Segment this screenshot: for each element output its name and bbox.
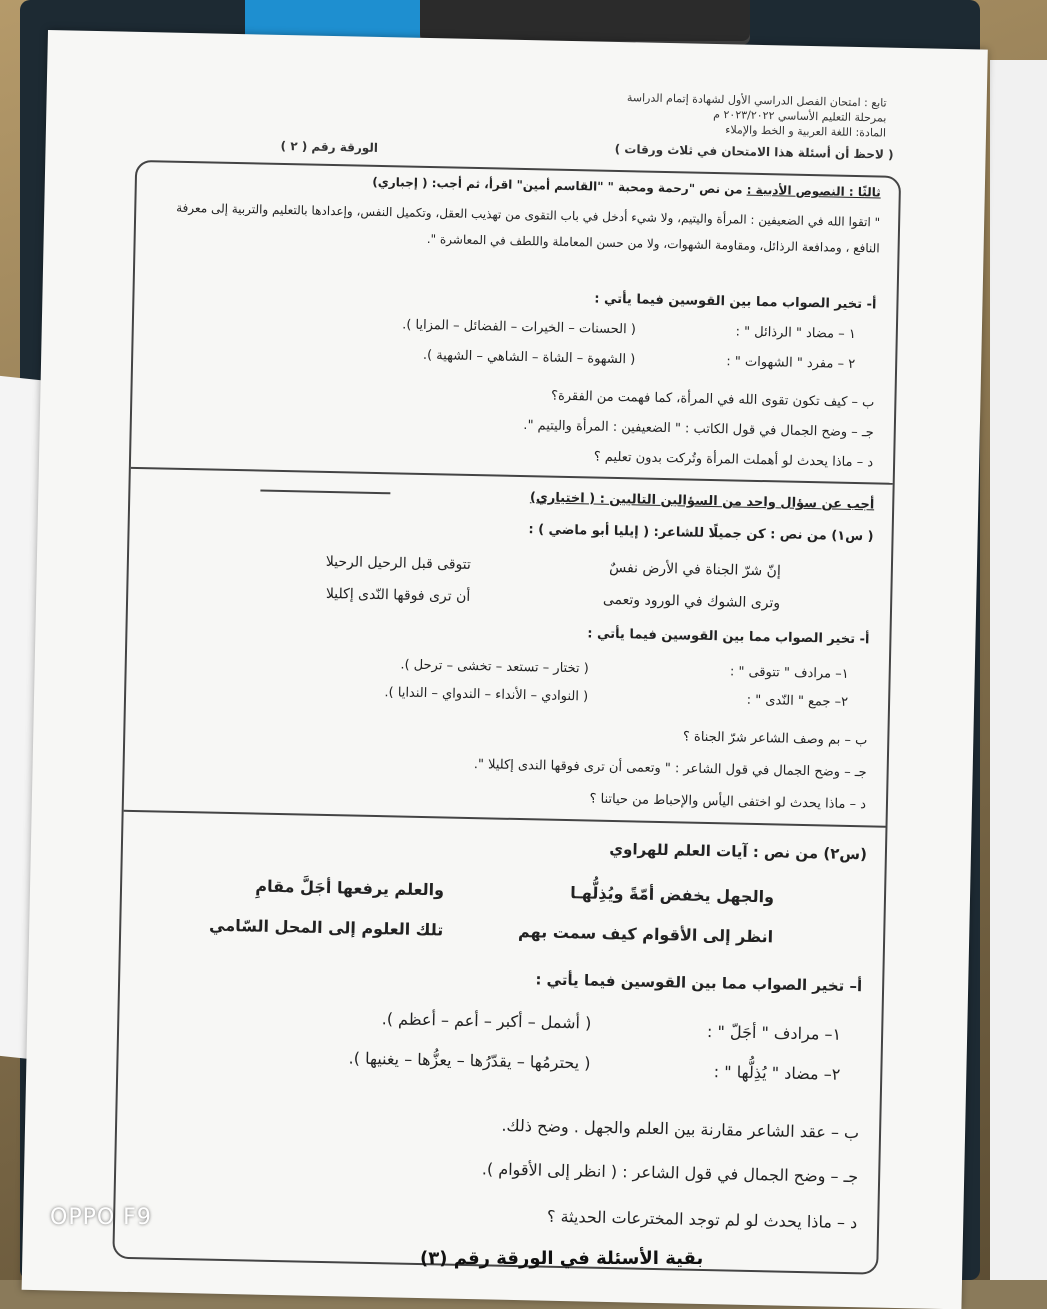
exam-header (366, 85, 887, 141)
section3-qj: جـ – وضح الجمال في قول الكاتب : " الضعيفين : المرأة واليتيم ". (523, 418, 874, 441)
q1-verse1-first: إنّ شرّ الجناة في الأرض نفسٌ (609, 559, 781, 580)
q1-verse2-first: وترى الشوك في الورود وتعمى (602, 591, 781, 612)
q2-qb: ب – عقد الشاعر مقارنة بين العلم والجهل . وضح ذلك. (501, 1115, 860, 1143)
header-line-3: المادة: اللغة العربية و الخط والإملاء (725, 123, 887, 140)
section3-qb: ب – كيف تكون تقوى الله في المرأة، كما فهمت من الفقرة؟ (550, 388, 875, 411)
section-divider-1 (131, 467, 893, 485)
q1-qa1-label: ١– مرادف " تتوقى " : (729, 664, 849, 682)
q1-qb: ب – بم وصف الشاعر شرّ الجناة ؟ (682, 729, 868, 749)
q2-qa2-options: ( يحترمُها – يقدّرُها – يعزُّها – يغنيها ). (348, 1048, 591, 1073)
optional-heading: أجب عن سؤال واحد من السؤالين التاليين : ( اختياري) (529, 490, 875, 513)
q1-qa2-label: ٢– جمع " النّدى " : (746, 692, 849, 710)
section3-instruction: من نص "رحمة ومحبة " "القاسم أمين" اقرأ، ثم أجب: ( إجباري) (372, 174, 743, 197)
section3-qa-title: أ- تخير الصواب مما بين القوسين فيما يأتي : (594, 291, 877, 313)
q2-qd: د – ماذا يحدث لو لم توجد المخترعات الحديثة ؟ (546, 1206, 858, 1233)
q1-qd: د – ماذا يحدث لو اختفى اليأس والإحباط من حياتنا ؟ (589, 791, 867, 813)
q1-qa2-options: ( النوادي – الأنداء – الندواي – الندايا ). (384, 685, 589, 705)
section3-qa1-label: ١ – مضاد " الرذائل " : (735, 324, 856, 342)
q2-qa-title: أ– تخير الصواب مما بين القوسين فيما يأتي : (535, 970, 863, 996)
section-divider-2 (124, 810, 886, 828)
q2-verse2-first: انظر إلى الأقوام كيف سمت بهم (517, 922, 774, 947)
footer-continuation: بقية الأسئلة في الورقة رقم (٣) (420, 1248, 704, 1269)
q2-qa1-label: ١– مرادف " أجَلّ " : (706, 1022, 842, 1044)
sheet-number: الورقة رقم ( ٢ ) (280, 138, 379, 155)
q1-qa-title: أ- تخير الصواب مما بين القوسين فيما يأتي : (587, 626, 870, 648)
q1-title: ( س١) من نص : كن جميلًا للشاعر: ( إيليا أبو ماضي ) : (528, 522, 874, 545)
section3-qa2-options: ( الشهوة – الشاة – الشاهي – الشهية ). (422, 347, 636, 368)
header-line-2: بمرحلة التعليم الأساسي ٢٠٢٣/٢٠٢٢ م (713, 107, 887, 125)
q2-verse2-second: تلك العلوم إلى المحل السّامي (208, 915, 444, 940)
q1-qa1-options: ( تختار – تستعد – تخشى – ترحل ). (400, 657, 589, 677)
q2-title: (س٢) من نص : آيات العلم للهراوي (609, 839, 868, 864)
exam-note: ( لاحظ أن أسئلة هذا الامتحان في ثلاث ورقات ) (614, 141, 894, 162)
q1-verse2-second: أن ترى فوقها النّدى إكليلا (325, 585, 471, 605)
exam-paper (22, 30, 988, 1309)
q2-qa1-options: ( أشمل – أكبر – أعم – أعظم ). (381, 1009, 592, 1033)
camera-watermark: OPPO F9 (50, 1205, 152, 1230)
section3-qd: د – ماذا يحدث لو أهملت المرأة وتُركت بدون تعليم ؟ (593, 449, 874, 471)
q2-qa2-label: ٢– مضاد " يُذِلُّها " : (713, 1062, 841, 1084)
section3-qa2-label: ٢ – مفرد " الشهوات " : (726, 354, 856, 372)
right-paper-edge (990, 60, 1047, 1280)
section3-qa1-options: ( الحسنات – الخيرات – الفضائل – المزايا ). (402, 317, 637, 338)
section3-heading (161, 170, 881, 199)
q2-verse1-second: والعلم يرفعها أجَلَّ مقامِ (255, 876, 445, 900)
blue-folder-edge (245, 0, 425, 38)
section3-title: ثالثًا : النصوص الأدبية : (746, 182, 881, 200)
q2-qj: جـ – وضح الجمال في قول الشاعر : ( انظر إلى الأقوام ). (481, 1159, 859, 1187)
section3-passage: " اتقوا الله في الضعيفين : المرأة واليتيم، ولا شيء أدخل في باب التقوى من تهذيب العقل، وتكميل النفس، وإعدادها بالتعليم والتربية إلى معرفة النافع ، ومدافعة الرذائل، ومقاومة الشهوات، ولا من حسن المعاملة واللطف في المعاشرة ". (176, 200, 881, 256)
q1-verse1-second: تتوقى قبل الرحيل الرحيلا (325, 553, 472, 573)
questions-frame (112, 160, 901, 1275)
header-line-1: تابع : امتحان الفصل الدراسي الأول لشهادة إتمام الدراسة (626, 91, 887, 110)
short-divider (260, 490, 390, 495)
q1-qj: جـ – وضح الجمال في قول الشاعر : " وتعمى أن ترى فوقها الندى إكليلا ". (473, 757, 867, 781)
q2-verse1-first: والجهل يخفض أمّةً ويُذِلُّهـا (570, 883, 775, 907)
